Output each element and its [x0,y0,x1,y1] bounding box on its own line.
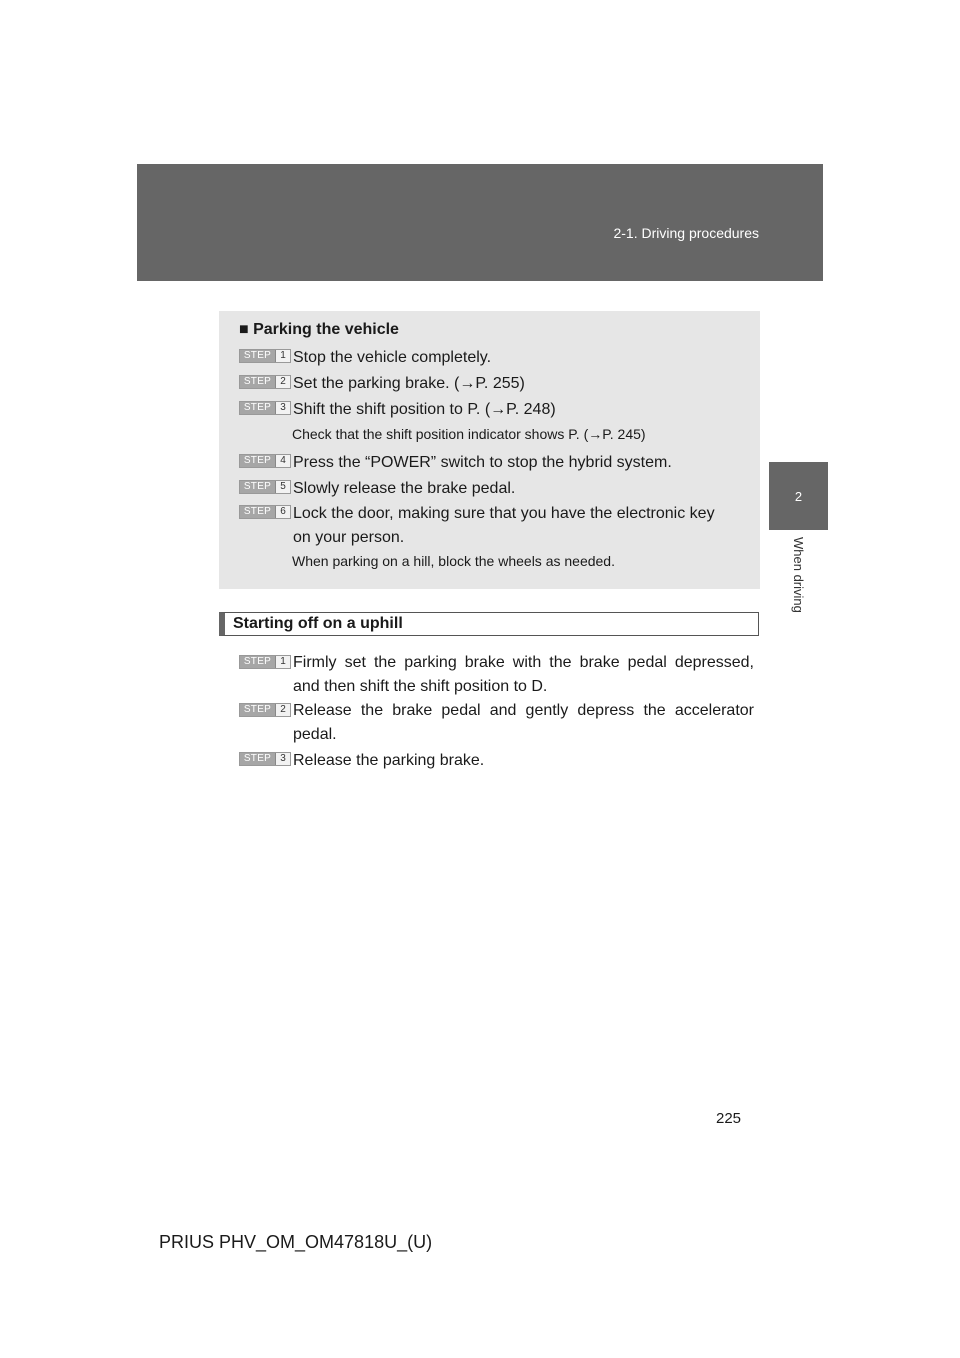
step-badge: STEP 2 [239,703,291,717]
uphill-step-2-line1: Release the brake pedal and gently depress the accelerator [293,702,754,719]
step-badge: STEP 6 [239,505,291,519]
chapter-label: When driving [791,537,806,613]
step-text-cont: on your person. [293,529,405,546]
uphill-step-1-line1: Firmly set the parking brake with the brake pedal depressed, [293,654,754,671]
section-title: 2-1. Driving procedures [613,225,759,241]
step-badge: STEP 1 [239,655,291,669]
uphill-step-2-line2: pedal. [293,726,337,743]
parking-note-3: Check that the shift position indicator shows P. (→P. 245) [292,426,646,442]
step-badge: STEP 3 [239,401,291,415]
header-band [137,164,823,281]
page-number: 225 [716,1110,742,1127]
parking-title: ■ Parking the vehicle [239,321,399,338]
step-text: Press the “POWER” switch to stop the hybrid system. [293,454,672,471]
step-badge: STEP 4 [239,454,291,468]
uphill-step-1-line2: and then shift the shift position to D. [293,678,548,695]
step-badge: STEP 1 [239,349,291,363]
parking-note-6: When parking on a hill, block the wheels as needed. [292,553,615,569]
footer-code: PRIUS PHV_OM_OM47818U_(U) [159,1232,433,1252]
chapter-number: 2 [794,488,803,504]
step-badge: STEP 5 [239,480,291,494]
step-text: Slowly release the brake pedal. [293,480,516,497]
uphill-heading: Starting off on a uphill [219,612,759,636]
step-text: Release the parking brake. [293,752,485,769]
step-badge: STEP 3 [239,752,291,766]
step-text: Set the parking brake. (→P. 255) [293,375,525,392]
step-text: Lock the door, making sure that you have the electronic key [293,505,715,522]
step-badge: STEP 2 [239,375,291,389]
chapter-tab [769,462,828,530]
step-text: Shift the shift position to P. (→P. 248) [293,401,556,418]
step-text: Stop the vehicle completely. [293,349,492,366]
